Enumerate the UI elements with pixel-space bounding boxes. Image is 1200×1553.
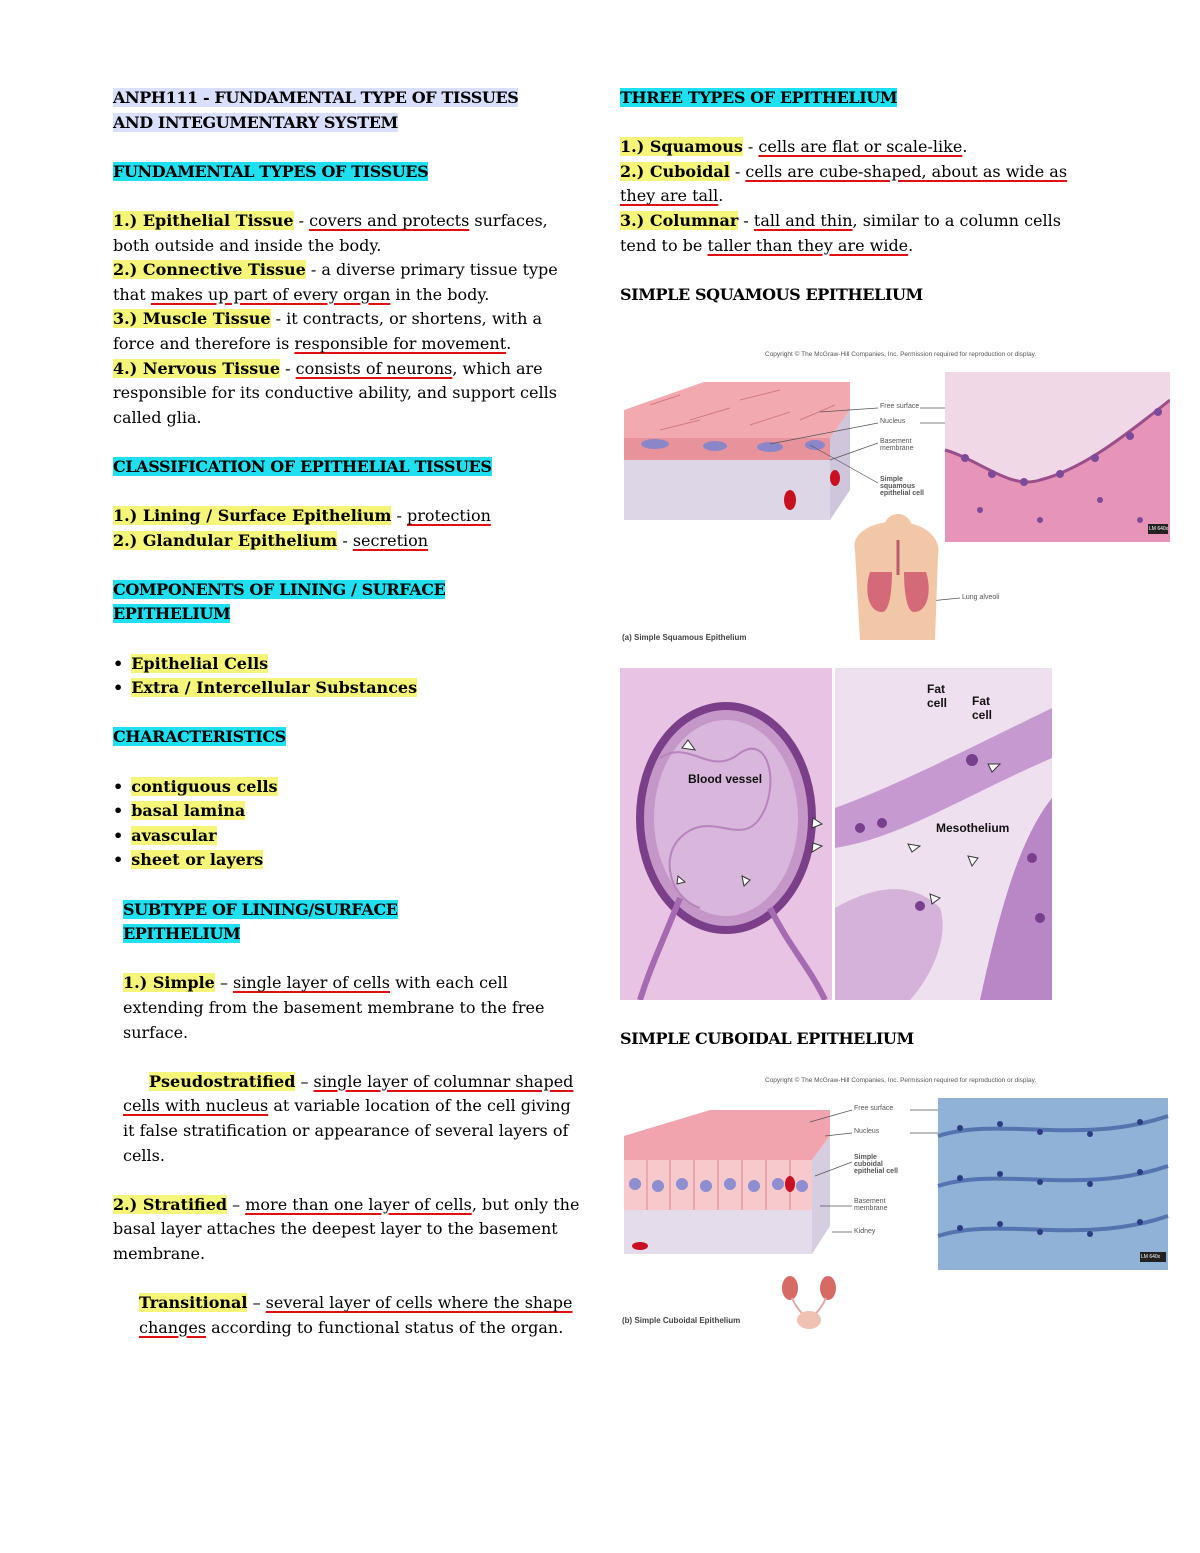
fundamental-item-nervous: 4.) Nervous Tissue - consists of neurons, which are responsible for its conductive ability, and support cells called glia.: [113, 358, 557, 427]
simple-squamous-heading: SIMPLE SQUAMOUS EPITHELIUM: [620, 284, 923, 304]
subtype-pseudostratified: Pseudostratified – single layer of columnar shaped cells with nucleus at variable location of the cell giving it false stratification or appearance of several layers of cells.: [123, 1071, 574, 1165]
components-list: [113, 652, 583, 701]
label-lung-alveoli: Lung alveoli: [962, 594, 1000, 601]
lm-badge: LM 640x: [1141, 1254, 1161, 1260]
label-nucleus: Nucleus: [880, 418, 906, 425]
three-item-columnar: 3.) Columnar - tall and thin, similar to a column cells tend to be taller than they are wide.: [620, 210, 1061, 255]
fundamental-item-connective: 2.) Connective Tissue - a diverse primary tissue type that makes up part of every organ in the body.: [113, 260, 558, 304]
left-column: [113, 86, 583, 1340]
subtype-transitional: Transitional – several layer of cells where the shape changes according to functional status of the organ.: [139, 1293, 573, 1337]
label-fat-cell-2: Fat cell: [972, 694, 993, 722]
lm-badge: LM 640x: [1149, 526, 1169, 532]
characteristics-heading: CHARACTERISTICS: [113, 727, 286, 747]
three-item-squamous: 1.) Squamous - cells are flat or scale-like.: [620, 137, 968, 157]
label-basement-membrane: Basement membrane: [880, 438, 914, 452]
list-item: • Epithelial Cells: [113, 652, 583, 677]
subtype-stratified: 2.) Stratified – more than one layer of cells, but only the basal layer attaches the deepest layer to the basement membrane.: [113, 1194, 580, 1263]
squamous-diagram: [620, 350, 1170, 645]
connective-layer: [624, 460, 830, 520]
squamous-figure: [620, 350, 1170, 645]
label-mesothelium: Mesothelium: [936, 821, 1010, 835]
label-kidney: Kidney: [854, 1228, 876, 1235]
label-free-surface: Free surface: [880, 403, 920, 410]
list-item: • avascular: [113, 824, 583, 849]
list-item: • contiguous cells: [113, 775, 583, 800]
label-free-surface: Free surface: [854, 1105, 894, 1112]
list-item: • Extra / Intercellular Substances: [113, 676, 583, 701]
subtype-heading: SUBTYPE OF LINING/SURFACE EPITHELIUM: [123, 899, 398, 944]
figure-caption: (a) Simple Squamous Epithelium: [622, 633, 747, 642]
fundamental-item-epithelial: 1.) Epithelial Tissue - covers and protects surfaces, both outside and inside the body.: [113, 210, 548, 255]
block-top: [624, 382, 850, 438]
classification-item-glandular: 2.) Glandular Epithelium - secretion: [113, 530, 429, 550]
simple-cuboidal-heading: SIMPLE CUBOIDAL EPITHELIUM: [620, 1029, 914, 1048]
characteristics-list: [113, 775, 583, 873]
list-item: • sheet or layers: [113, 848, 583, 873]
classification-heading: CLASSIFICATION OF EPITHELIAL TISSUES: [113, 456, 492, 476]
label-simple-cuboidal-cell: Simple cuboidal epithelial cell: [854, 1154, 898, 1175]
figure-copyright: Copyright © The McGraw-Hill Companies, Inc. Permission required for reproduction or display.: [765, 351, 1037, 358]
fundamental-heading: FUNDAMENTAL TYPES OF TISSUES: [113, 161, 429, 181]
label-fat-cell-1: Fat cell: [927, 682, 948, 710]
label-simple-squamous-cell: Simple squamous epithelial cell: [880, 476, 924, 497]
figure-copyright: Copyright © The McGraw-Hill Companies, Inc. Permission required for reproduction or display.: [765, 1077, 1037, 1084]
three-item-cuboidal: 2.) Cuboidal - cells are cube-shaped, about as wide as they are tall.: [620, 161, 1068, 206]
label-blood-vessel: Blood vessel: [688, 772, 763, 786]
classification-item-lining: 1.) Lining / Surface Epithelium - protection: [113, 506, 491, 526]
right-column: [620, 86, 1090, 307]
figure-caption: (b) Simple Cuboidal Epithelium: [622, 1316, 741, 1325]
micrograph-panel: [620, 668, 1052, 1000]
three-types-heading: THREE TYPES OF EPITHELIUM: [620, 88, 898, 107]
components-heading: COMPONENTS OF LINING / SURFACE EPITHELIUM: [113, 579, 446, 624]
label-basement-membrane: Basement membrane: [854, 1198, 888, 1212]
cuboidal-figure: [620, 1076, 1170, 1330]
fundamental-item-muscle: 3.) Muscle Tissue - it contracts, or shortens, with a force and therefore is responsible for movement.: [113, 309, 542, 353]
document-title: ANPH111 - FUNDAMENTAL TYPE OF TISSUES AND INTEGUMENTARY SYSTEM: [113, 88, 519, 132]
subtype-simple: 1.) Simple – single layer of cells with each cell extending from the basement membrane to the free surface.: [123, 973, 545, 1042]
list-item: • basal lamina: [113, 799, 583, 824]
label-nucleus: Nucleus: [854, 1128, 880, 1135]
